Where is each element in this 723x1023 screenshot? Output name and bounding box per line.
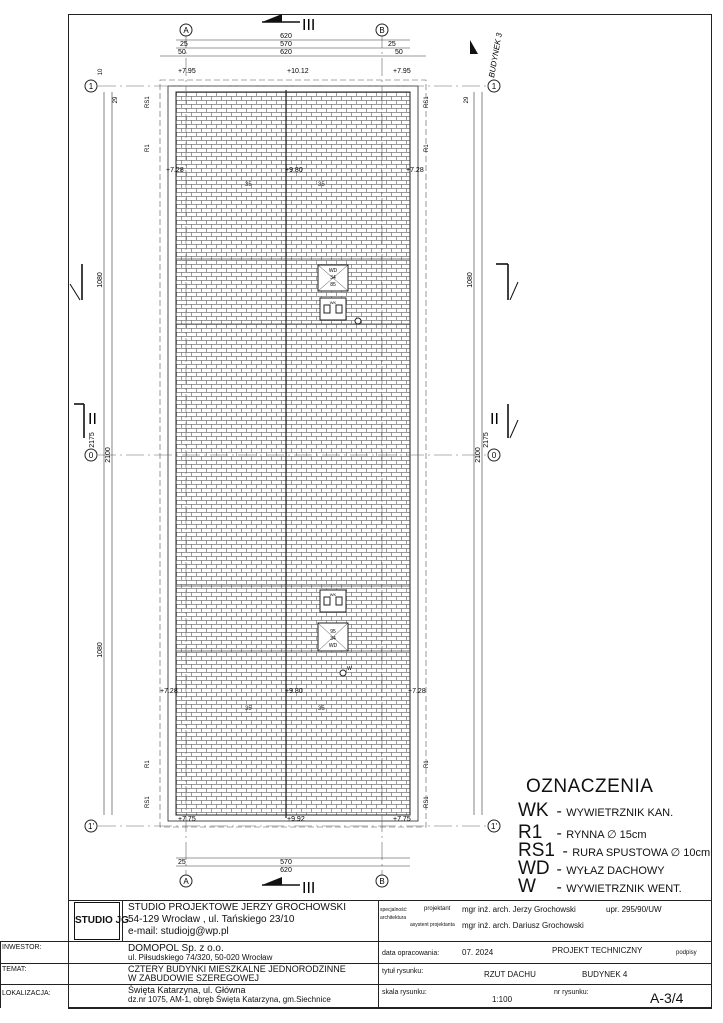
svg-text:1': 1' [88, 822, 94, 831]
svg-text:III: III [302, 880, 316, 897]
inwestor-label: INWESTOR: [2, 944, 42, 951]
axis-1p-left [85, 820, 97, 832]
svg-text:A: A [183, 877, 189, 886]
legend-title: OZNACZENIA [526, 776, 654, 797]
svg-text:0: 0 [88, 451, 94, 460]
axis-0-right [488, 449, 500, 461]
section-mark-i-right [496, 264, 518, 300]
svg-text:+7.75: +7.75 [178, 816, 196, 823]
svg-text:620: 620 [280, 49, 292, 56]
svg-text:RS1: RS1 [424, 796, 430, 808]
projektant-label: projektant [424, 906, 451, 912]
projektant-name: mgr inż. arch. Jerzy Grochowski [462, 905, 576, 914]
axis-b-top [376, 24, 388, 36]
svg-text:570: 570 [280, 41, 292, 48]
svg-text:+7.28: +7.28 [406, 167, 424, 174]
section-mark-iii-bottom [262, 877, 315, 897]
axis-a-bottom [180, 875, 192, 887]
studio-logo: STUDIO JG [74, 902, 120, 940]
svg-text:R1: R1 [145, 144, 151, 152]
legend-item-rs1: RS1 - RURA SPUSTOWA ∅ 10cm [518, 840, 711, 861]
temat-line-1: CZTERY BUDYNKI MIESZKALNE JEDNORODZINNE [128, 964, 346, 974]
legend-item-r1: R1 - RYNNA ∅ 15cm [518, 822, 647, 843]
svg-text:II: II [88, 411, 97, 428]
svg-text:34: 34 [330, 636, 336, 642]
inwestor-address: ul. Piłsudskiego 74/320, 50-020 Wrocław [128, 953, 273, 962]
svg-text:25: 25 [388, 41, 396, 48]
svg-text:+7.95: +7.95 [393, 68, 411, 75]
svg-text:35: 35 [245, 706, 252, 712]
svg-text:+7.28: +7.28 [160, 688, 178, 695]
svg-text:WD: WD [328, 643, 338, 649]
svg-text:50: 50 [395, 49, 403, 56]
axis-1-left [85, 80, 97, 92]
roof-hatch-top [318, 265, 348, 291]
projektant-permit: upr. 295/90/UW [606, 905, 662, 914]
legend-item-wk: WK - WYWIETRZNIK KAN. [518, 800, 674, 821]
roof-hatch-bottom [318, 623, 348, 651]
asystent-label: asystent projektanta [410, 922, 455, 928]
svg-text:29: 29 [113, 96, 119, 104]
studio-name: STUDIO PROJEKTOWE JERZY GROCHOWSKI [128, 902, 346, 913]
title-block [0, 900, 712, 1010]
svg-text:2100: 2100 [105, 447, 112, 463]
svg-text:10: 10 [98, 68, 104, 76]
budynek-value: BUDYNEK 4 [582, 970, 628, 979]
svg-text:B: B [379, 877, 385, 886]
svg-text:2175: 2175 [483, 432, 490, 448]
project-phase: PROJEKT TECHNICZNY [552, 946, 643, 955]
axis-1p-right [488, 820, 500, 832]
svg-text:RS1: RS1 [424, 96, 430, 108]
svg-text:35: 35 [245, 182, 252, 188]
svg-text:R1: R1 [145, 760, 151, 768]
temat-label: TEMAT: [2, 966, 27, 973]
svg-text:2175: 2175 [89, 432, 96, 448]
svg-text:+10.12: +10.12 [287, 68, 309, 75]
svg-text:WK: WK [329, 300, 337, 305]
svg-text:III: III [302, 17, 316, 34]
svg-text:25: 25 [180, 41, 188, 48]
svg-text:R1: R1 [424, 760, 430, 768]
svg-text:RS1: RS1 [145, 96, 151, 108]
svg-text:29: 29 [464, 96, 470, 104]
svg-text:1: 1 [491, 82, 497, 91]
tytul-label: tytuł rysunku: [382, 968, 424, 975]
svg-text:RS1: RS1 [145, 796, 151, 808]
podpisy-label: podpisy [676, 950, 697, 956]
legend-item-wd: WD - WYŁAZ DACHOWY [518, 858, 665, 879]
svg-text:620: 620 [280, 867, 292, 874]
svg-text:2100: 2100 [475, 447, 482, 463]
axis-a-top [180, 24, 192, 36]
svg-text:+7.28: +7.28 [408, 688, 426, 695]
svg-text:+7.75: +7.75 [393, 816, 411, 823]
svg-text:0: 0 [491, 451, 497, 460]
svg-text:II: II [490, 411, 499, 428]
svg-text:95: 95 [330, 629, 336, 635]
building-label: BUDYNEK 3 [487, 32, 504, 79]
skala-label: skala rysunku: [382, 989, 427, 996]
studio-address: 54-129 Wrocław , ul. Tańskiego 23/10 [128, 914, 295, 925]
lokalizacja-label: LOKALIZACJA: [2, 990, 51, 997]
svg-text:+9.80: +9.80 [285, 167, 303, 174]
svg-text:W: W [347, 666, 352, 672]
svg-text:R1: R1 [424, 144, 430, 152]
svg-text:WD: WD [328, 268, 338, 274]
svg-text:85: 85 [330, 282, 336, 288]
spec-label: specjalność: architektura [380, 907, 408, 921]
axis-b-bottom [376, 875, 388, 887]
section-mark-ii-right [490, 404, 518, 438]
svg-text:A: A [183, 26, 189, 35]
svg-text:1': 1' [491, 822, 497, 831]
roof-tiles [176, 92, 410, 815]
tytul-value: RZUT DACHU [484, 970, 536, 979]
svg-text:34: 34 [330, 275, 336, 281]
axis-1-right [488, 80, 500, 92]
lokalizacja-line-2: dz.nr 1075, AM-1, obręb Święta Katarzyna, gm.Siechnice [128, 995, 331, 1004]
inwestor-name: DOMOPOL Sp. z o.o. [128, 943, 224, 954]
lokalizacja-line-1: Święta Katarzyna, ul. Główna [128, 985, 246, 995]
svg-text:+9.80: +9.80 [285, 688, 303, 695]
svg-text:620: 620 [280, 33, 292, 40]
data-label: data opracowania: [382, 950, 440, 957]
svg-text:35: 35 [318, 182, 325, 188]
svg-text:1080: 1080 [467, 272, 474, 288]
temat-line-2: W ZABUDOWIE SZEREGOWEJ [128, 973, 260, 983]
asystent-name: mgr inż. arch. Dariusz Grochowski [462, 921, 584, 930]
svg-text:+9.92: +9.92 [287, 816, 305, 823]
svg-text:35: 35 [318, 706, 325, 712]
axis-0-left [85, 449, 97, 461]
svg-text:WK: WK [329, 592, 337, 597]
legend-item-w: W - WYWIETRZNIK WENT. [518, 876, 682, 897]
studio-email: e-mail: studiojg@wp.pl [128, 926, 229, 937]
nr-label: nr rysunku: [554, 989, 589, 996]
svg-text:25: 25 [178, 859, 186, 866]
vent-kan-bottom [320, 590, 346, 612]
skala-value: 1:100 [492, 995, 513, 1004]
svg-text:1: 1 [88, 82, 94, 91]
svg-text:1080: 1080 [97, 642, 104, 658]
svg-text:50: 50 [178, 49, 186, 56]
data-value: 07. 2024 [462, 948, 494, 957]
nr-value: A-3/4 [650, 990, 684, 1006]
svg-text:570: 570 [280, 859, 292, 866]
section-mark-iii-top [262, 14, 315, 34]
svg-text:+7.95: +7.95 [178, 68, 196, 75]
svg-text:1080: 1080 [97, 272, 104, 288]
section-mark-i-left [70, 264, 82, 300]
svg-text:+7.28: +7.28 [166, 167, 184, 174]
svg-text:B: B [379, 26, 385, 35]
